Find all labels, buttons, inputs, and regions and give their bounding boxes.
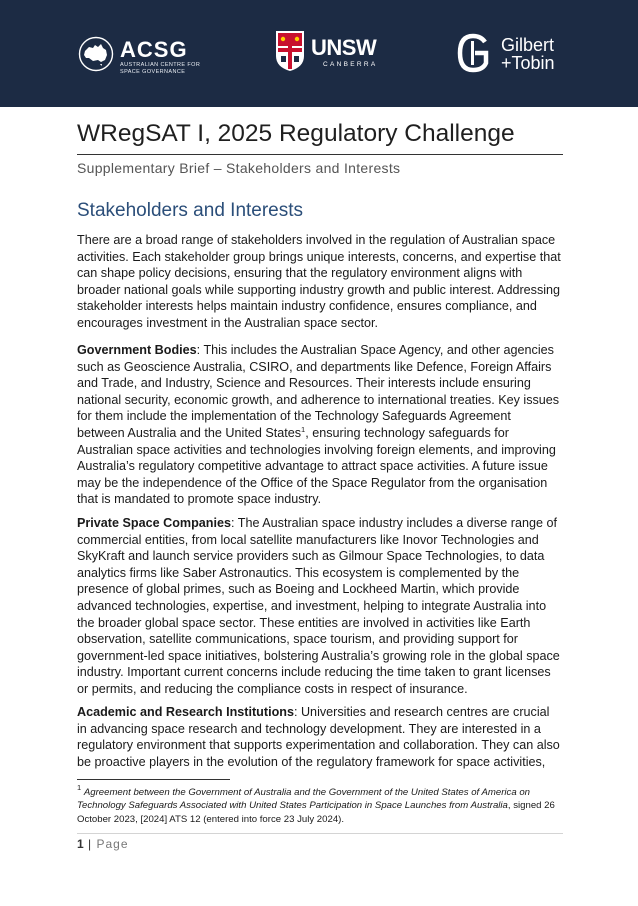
g-mark-icon [455, 33, 491, 73]
gilbert-text: Gilbert [501, 35, 555, 55]
acsg-subtitle-line1: AUSTRALIAN CENTRE FOR [120, 62, 201, 68]
footnote-reference[interactable]: 1 [301, 424, 306, 434]
page-separator: | [88, 837, 93, 851]
footnote-divider [77, 779, 230, 780]
academic-label: Academic and Research Institutions [77, 705, 294, 719]
unsw-crest-icon [275, 30, 305, 72]
government-text-b: , ensuring technology safeguards for Australian space activities and technologies involving foreign elements, and improving Australia’s regulatory competitive advantage to attract space activities. A future issue may be the independence of the Office of the Space Regulator from the organisation that is mandated to promote space industry. [77, 425, 556, 507]
document-subtitle: Supplementary Brief – Stakeholders and Interests [77, 160, 401, 176]
document-title: WRegSAT I, 2025 Regulatory Challenge [77, 120, 515, 147]
australia-globe-icon [78, 36, 114, 72]
private-companies-paragraph [77, 515, 561, 698]
government-text-a: : This includes the Australian Space Agency, and other agencies such as Geoscience Australia, CSIRO, and departments like Defence, Foreign Affairs and Trade, and Industry, Science and Resources. Their interests include ensuring national security, economic growth, and adherence to international treaties. Key issues for them include the implementation of the Technology Safeguards Agreement between Australia and the United States [77, 343, 560, 440]
title-divider [77, 154, 563, 155]
section-heading: Stakeholders and Interests [77, 200, 304, 221]
page-footer [77, 837, 129, 851]
page-number: 1 [77, 837, 84, 851]
header-banner [0, 0, 638, 107]
footnote-agreement-title: Agreement between the Government of Australia and the Government of the United States of America on Technology Safeguards Associated with United States Participation in Space Launches from Australia [77, 787, 531, 812]
unsw-name: UNSW [311, 35, 377, 60]
footnote-number: 1 [77, 783, 82, 792]
intro-paragraph [77, 232, 561, 332]
footer-divider [77, 833, 563, 834]
academic-text: : Universities and research centres are crucial in advancing space research and technology development. They are interested in a regulatory environment that supports experimentation and collaboration. They can also be proactive players in the evolution of the regulatory framework for space activities, [77, 705, 560, 769]
unsw-campus: CANBERRA [323, 61, 378, 68]
page-word: Page [96, 837, 129, 851]
tobin-text: +Tobin [501, 53, 555, 73]
footnote [77, 783, 563, 826]
acsg-name: ACSG [120, 37, 188, 62]
academic-paragraph [77, 704, 561, 770]
government-label: Government Bodies [77, 343, 197, 357]
government-paragraph [77, 342, 561, 508]
intro-text: There are a broad range of stakeholders involved in the regulation of Australian space activities. Each stakeholder group brings unique interests, concerns, and expertise that can shape policy decisions, ensuring that the regulatory environment aligns with broader national goals while supporting industry growth and public interest. Addressing stakeholder interests helps maintain industry confidence, ensures compliance, and encourages investment in the Australian space sector. [77, 233, 561, 330]
private-companies-label: Private Space Companies [77, 516, 231, 530]
acsg-subtitle [120, 62, 200, 75]
footnote-citation: , signed 26 October 2023, [2024] ATS 12 (entered into force 23 July 2024). [77, 800, 555, 825]
acsg-subtitle-line2: SPACE GOVERNANCE [120, 68, 186, 75]
private-companies-text: : The Australian space industry includes a diverse range of commercial entities, from local satellite manufacturers like Inovor Technologies and SkyKraft and launch service providers such as Gilmour Space Technologies, to data analytics firms like Saber Astronautics. This ecosystem is complemented by the presence of global primes, such as Boeing and Lockheed Martin, which provide advanced technologies, expertise, and investment, helping to integrate Australia into the broader global space sector. These entities are involved in activities like Earth observation, satellite communications, space tourism, and providing support for government-led space initiatives, bolstering Australia’s growing role in the global space industry. Important current concerns include reducing the time taken to grant licenses or permits, and reducing the compliance costs in respect of insurance. [77, 516, 560, 696]
